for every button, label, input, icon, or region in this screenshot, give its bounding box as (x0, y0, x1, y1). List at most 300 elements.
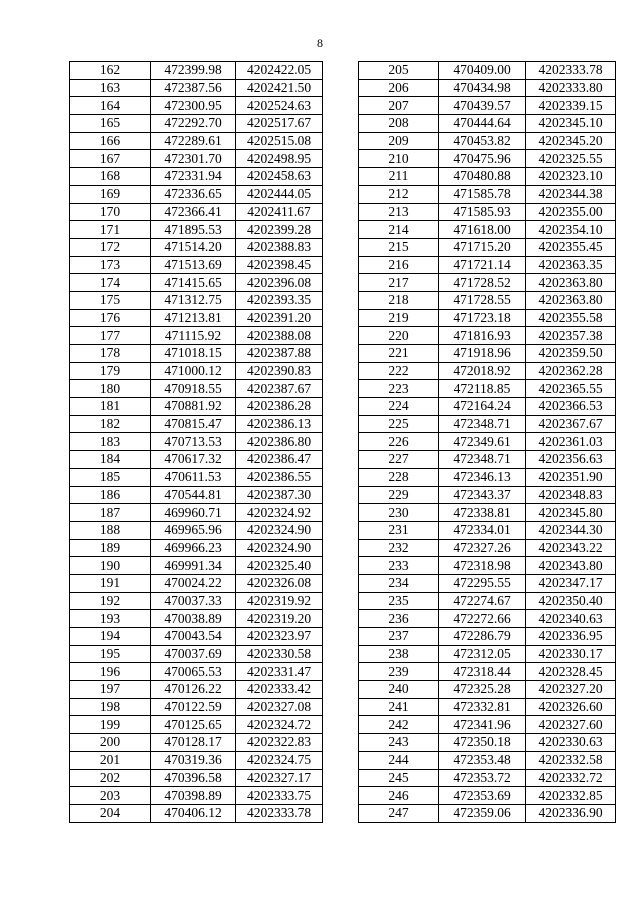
y-coordinate-cell: 4202367.67 (526, 415, 616, 433)
x-coordinate-cell: 472399.98 (151, 62, 236, 80)
table-row (70, 291, 323, 309)
y-coordinate-cell: 4202325.55 (526, 150, 616, 168)
y-coordinate-cell: 4202517.67 (236, 115, 323, 133)
table-row (70, 716, 323, 734)
table-row (359, 539, 616, 557)
point-number-cell: 217 (359, 274, 439, 292)
point-number-cell: 204 (70, 804, 151, 822)
x-coordinate-cell: 472353.48 (439, 751, 526, 769)
point-number-cell: 191 (70, 574, 151, 592)
point-number-cell: 182 (70, 415, 151, 433)
x-coordinate-cell: 472318.44 (439, 663, 526, 681)
x-coordinate-cell: 472286.79 (439, 628, 526, 646)
x-coordinate-cell: 472295.55 (439, 574, 526, 592)
x-coordinate-cell: 472300.95 (151, 97, 236, 115)
table-row (70, 451, 323, 469)
y-coordinate-cell: 4202351.90 (526, 468, 616, 486)
table-row (359, 592, 616, 610)
point-number-cell: 168 (70, 168, 151, 186)
x-coordinate-cell: 472336.65 (151, 185, 236, 203)
y-coordinate-cell: 4202326.60 (526, 698, 616, 716)
x-coordinate-cell: 471513.69 (151, 256, 236, 274)
table-row (359, 185, 616, 203)
x-coordinate-cell: 472353.69 (439, 787, 526, 805)
table-row (70, 574, 323, 592)
y-coordinate-cell: 4202515.08 (236, 132, 323, 150)
x-coordinate-cell: 470881.92 (151, 398, 236, 416)
y-coordinate-cell: 4202498.95 (236, 150, 323, 168)
x-coordinate-cell: 470480.88 (439, 168, 526, 186)
point-number-cell: 201 (70, 751, 151, 769)
table-row (359, 79, 616, 97)
table-row (70, 238, 323, 256)
y-coordinate-cell: 4202356.63 (526, 451, 616, 469)
table-row (359, 628, 616, 646)
y-coordinate-cell: 4202322.83 (236, 734, 323, 752)
x-coordinate-cell: 470024.22 (151, 574, 236, 592)
point-number-cell: 188 (70, 521, 151, 539)
point-number-cell: 203 (70, 787, 151, 805)
x-coordinate-cell: 472350.18 (439, 734, 526, 752)
x-coordinate-cell: 472292.70 (151, 115, 236, 133)
y-coordinate-cell: 4202363.80 (526, 291, 616, 309)
point-number-cell: 173 (70, 256, 151, 274)
table-row (70, 203, 323, 221)
table-row (70, 504, 323, 522)
y-coordinate-cell: 4202386.28 (236, 398, 323, 416)
table-row (359, 734, 616, 752)
y-coordinate-cell: 4202333.42 (236, 681, 323, 699)
y-coordinate-cell: 4202421.50 (236, 79, 323, 97)
table-row (359, 97, 616, 115)
point-number-cell: 211 (359, 168, 439, 186)
point-number-cell: 240 (359, 681, 439, 699)
y-coordinate-cell: 4202355.00 (526, 203, 616, 221)
y-coordinate-cell: 4202345.80 (526, 504, 616, 522)
y-coordinate-cell: 4202411.67 (236, 203, 323, 221)
y-coordinate-cell: 4202386.55 (236, 468, 323, 486)
point-number-cell: 230 (359, 504, 439, 522)
y-coordinate-cell: 4202324.90 (236, 521, 323, 539)
table-row (359, 610, 616, 628)
x-coordinate-cell: 471000.12 (151, 362, 236, 380)
point-number-cell: 192 (70, 592, 151, 610)
table-row (359, 451, 616, 469)
x-coordinate-cell: 471918.96 (439, 345, 526, 363)
y-coordinate-cell: 4202458.63 (236, 168, 323, 186)
x-coordinate-cell: 472018.92 (439, 362, 526, 380)
table-row (70, 380, 323, 398)
y-coordinate-cell: 4202344.30 (526, 521, 616, 539)
y-coordinate-cell: 4202330.58 (236, 645, 323, 663)
x-coordinate-cell: 469960.71 (151, 504, 236, 522)
x-coordinate-cell: 472118.85 (439, 380, 526, 398)
table-row (359, 433, 616, 451)
point-number-cell: 199 (70, 716, 151, 734)
x-coordinate-cell: 470544.81 (151, 486, 236, 504)
x-coordinate-cell: 470128.17 (151, 734, 236, 752)
point-number-cell: 162 (70, 62, 151, 80)
table-row (359, 168, 616, 186)
y-coordinate-cell: 4202524.63 (236, 97, 323, 115)
x-coordinate-cell: 472353.72 (439, 769, 526, 787)
y-coordinate-cell: 4202330.17 (526, 645, 616, 663)
table-row (359, 787, 616, 805)
x-coordinate-cell: 472325.28 (439, 681, 526, 699)
y-coordinate-cell: 4202319.20 (236, 610, 323, 628)
x-coordinate-cell: 472334.01 (439, 521, 526, 539)
y-coordinate-cell: 4202366.53 (526, 398, 616, 416)
x-coordinate-cell: 470439.57 (439, 97, 526, 115)
y-coordinate-cell: 4202332.72 (526, 769, 616, 787)
y-coordinate-cell: 4202398.45 (236, 256, 323, 274)
table-row (359, 309, 616, 327)
page-number: 8 (317, 36, 323, 50)
y-coordinate-cell: 4202339.15 (526, 97, 616, 115)
table-row (359, 291, 616, 309)
y-coordinate-cell: 4202328.45 (526, 663, 616, 681)
point-number-cell: 236 (359, 610, 439, 628)
table-row (70, 221, 323, 239)
x-coordinate-cell: 470065.53 (151, 663, 236, 681)
table-row (359, 521, 616, 539)
y-coordinate-cell: 4202340.63 (526, 610, 616, 628)
point-number-cell: 166 (70, 132, 151, 150)
table-row (359, 150, 616, 168)
table-row (70, 698, 323, 716)
y-coordinate-cell: 4202327.20 (526, 681, 616, 699)
point-number-cell: 202 (70, 769, 151, 787)
x-coordinate-cell: 470037.69 (151, 645, 236, 663)
point-number-cell: 197 (70, 681, 151, 699)
table-row (70, 539, 323, 557)
y-coordinate-cell: 4202333.78 (236, 804, 323, 822)
point-number-cell: 170 (70, 203, 151, 221)
x-coordinate-cell: 470398.89 (151, 787, 236, 805)
point-number-cell: 237 (359, 628, 439, 646)
y-coordinate-cell: 4202332.58 (526, 751, 616, 769)
point-number-cell: 222 (359, 362, 439, 380)
point-number-cell: 243 (359, 734, 439, 752)
y-coordinate-cell: 4202323.10 (526, 168, 616, 186)
point-number-cell: 208 (359, 115, 439, 133)
table-row (359, 468, 616, 486)
y-coordinate-cell: 4202324.92 (236, 504, 323, 522)
x-coordinate-cell: 472348.71 (439, 451, 526, 469)
y-coordinate-cell: 4202361.03 (526, 433, 616, 451)
y-coordinate-cell: 4202319.92 (236, 592, 323, 610)
point-number-cell: 190 (70, 557, 151, 575)
x-coordinate-cell: 470037.33 (151, 592, 236, 610)
point-number-cell: 198 (70, 698, 151, 716)
table-row (359, 203, 616, 221)
table-row (70, 150, 323, 168)
point-number-cell: 231 (359, 521, 439, 539)
y-coordinate-cell: 4202336.90 (526, 804, 616, 822)
point-number-cell: 175 (70, 291, 151, 309)
x-coordinate-cell: 471585.93 (439, 203, 526, 221)
y-coordinate-cell: 4202348.83 (526, 486, 616, 504)
y-coordinate-cell: 4202327.60 (526, 716, 616, 734)
table-row (359, 681, 616, 699)
y-coordinate-cell: 4202345.10 (526, 115, 616, 133)
table-row (359, 557, 616, 575)
point-number-cell: 189 (70, 539, 151, 557)
table-row (70, 132, 323, 150)
table-row (70, 168, 323, 186)
table-row (359, 62, 616, 80)
point-number-cell: 216 (359, 256, 439, 274)
point-number-cell: 241 (359, 698, 439, 716)
y-coordinate-cell: 4202323.97 (236, 628, 323, 646)
y-coordinate-cell: 4202357.38 (526, 327, 616, 345)
y-coordinate-cell: 4202336.95 (526, 628, 616, 646)
table-row (70, 433, 323, 451)
y-coordinate-cell: 4202422.05 (236, 62, 323, 80)
x-coordinate-cell: 471895.53 (151, 221, 236, 239)
x-coordinate-cell: 470617.32 (151, 451, 236, 469)
point-number-cell: 194 (70, 628, 151, 646)
point-number-cell: 218 (359, 291, 439, 309)
point-number-cell: 165 (70, 115, 151, 133)
x-coordinate-cell: 472338.81 (439, 504, 526, 522)
point-number-cell: 174 (70, 274, 151, 292)
point-number-cell: 234 (359, 574, 439, 592)
point-number-cell: 220 (359, 327, 439, 345)
y-coordinate-cell: 4202344.38 (526, 185, 616, 203)
y-coordinate-cell: 4202399.28 (236, 221, 323, 239)
table-row (70, 769, 323, 787)
x-coordinate-cell: 470043.54 (151, 628, 236, 646)
y-coordinate-cell: 4202363.80 (526, 274, 616, 292)
x-coordinate-cell: 470453.82 (439, 132, 526, 150)
x-coordinate-cell: 471415.65 (151, 274, 236, 292)
x-coordinate-cell: 470713.53 (151, 433, 236, 451)
point-number-cell: 247 (359, 804, 439, 822)
coordinates-table-left (69, 61, 323, 823)
point-number-cell: 239 (359, 663, 439, 681)
table-row (359, 645, 616, 663)
point-number-cell: 242 (359, 716, 439, 734)
x-coordinate-cell: 472318.98 (439, 557, 526, 575)
point-number-cell: 164 (70, 97, 151, 115)
y-coordinate-cell: 4202343.80 (526, 557, 616, 575)
y-coordinate-cell: 4202362.28 (526, 362, 616, 380)
table-row (70, 610, 323, 628)
table-row (359, 751, 616, 769)
point-number-cell: 244 (359, 751, 439, 769)
x-coordinate-cell: 471723.18 (439, 309, 526, 327)
point-number-cell: 181 (70, 398, 151, 416)
table-row (70, 398, 323, 416)
x-coordinate-cell: 470406.12 (151, 804, 236, 822)
table-row (70, 681, 323, 699)
table-row (359, 345, 616, 363)
x-coordinate-cell: 471728.55 (439, 291, 526, 309)
x-coordinate-cell: 470038.89 (151, 610, 236, 628)
point-number-cell: 178 (70, 345, 151, 363)
x-coordinate-cell: 472349.61 (439, 433, 526, 451)
x-coordinate-cell: 472327.26 (439, 539, 526, 557)
table-row (359, 327, 616, 345)
y-coordinate-cell: 4202396.08 (236, 274, 323, 292)
table-row (70, 309, 323, 327)
x-coordinate-cell: 472312.05 (439, 645, 526, 663)
y-coordinate-cell: 4202387.88 (236, 345, 323, 363)
point-number-cell: 196 (70, 663, 151, 681)
x-coordinate-cell: 470409.00 (439, 62, 526, 80)
point-number-cell: 207 (359, 97, 439, 115)
table-row (70, 274, 323, 292)
x-coordinate-cell: 472289.61 (151, 132, 236, 150)
table-row (70, 256, 323, 274)
point-number-cell: 214 (359, 221, 439, 239)
table-row (70, 345, 323, 363)
y-coordinate-cell: 4202388.08 (236, 327, 323, 345)
y-coordinate-cell: 4202331.47 (236, 663, 323, 681)
y-coordinate-cell: 4202333.78 (526, 62, 616, 80)
x-coordinate-cell: 471585.78 (439, 185, 526, 203)
y-coordinate-cell: 4202363.35 (526, 256, 616, 274)
x-coordinate-cell: 470122.59 (151, 698, 236, 716)
y-coordinate-cell: 4202324.75 (236, 751, 323, 769)
point-number-cell: 171 (70, 221, 151, 239)
x-coordinate-cell: 470444.64 (439, 115, 526, 133)
x-coordinate-cell: 471715.20 (439, 238, 526, 256)
table-row (359, 380, 616, 398)
table-row (359, 663, 616, 681)
y-coordinate-cell: 4202387.67 (236, 380, 323, 398)
point-number-cell: 167 (70, 150, 151, 168)
x-coordinate-cell: 470611.53 (151, 468, 236, 486)
x-coordinate-cell: 471816.93 (439, 327, 526, 345)
table-row (70, 97, 323, 115)
y-coordinate-cell: 4202333.80 (526, 79, 616, 97)
point-number-cell: 215 (359, 238, 439, 256)
point-number-cell: 213 (359, 203, 439, 221)
point-number-cell: 212 (359, 185, 439, 203)
point-number-cell: 226 (359, 433, 439, 451)
x-coordinate-cell: 471618.00 (439, 221, 526, 239)
point-number-cell: 246 (359, 787, 439, 805)
point-number-cell: 177 (70, 327, 151, 345)
table-row (70, 557, 323, 575)
x-coordinate-cell: 471312.75 (151, 291, 236, 309)
x-coordinate-cell: 471728.52 (439, 274, 526, 292)
point-number-cell: 228 (359, 468, 439, 486)
y-coordinate-cell: 4202324.90 (236, 539, 323, 557)
point-number-cell: 193 (70, 610, 151, 628)
x-coordinate-cell: 472366.41 (151, 203, 236, 221)
y-coordinate-cell: 4202386.13 (236, 415, 323, 433)
point-number-cell: 206 (359, 79, 439, 97)
x-coordinate-cell: 472387.56 (151, 79, 236, 97)
table-row (70, 486, 323, 504)
y-coordinate-cell: 4202343.22 (526, 539, 616, 557)
table-row (70, 751, 323, 769)
table-row (70, 592, 323, 610)
y-coordinate-cell: 4202354.10 (526, 221, 616, 239)
table-row (359, 716, 616, 734)
table-row (70, 115, 323, 133)
table-row (70, 645, 323, 663)
x-coordinate-cell: 470396.58 (151, 769, 236, 787)
y-coordinate-cell: 4202386.47 (236, 451, 323, 469)
point-number-cell: 219 (359, 309, 439, 327)
x-coordinate-cell: 470319.36 (151, 751, 236, 769)
table-row (359, 415, 616, 433)
x-coordinate-cell: 472348.71 (439, 415, 526, 433)
x-coordinate-cell: 469966.23 (151, 539, 236, 557)
point-number-cell: 179 (70, 362, 151, 380)
table-row (70, 628, 323, 646)
table-row (70, 362, 323, 380)
x-coordinate-cell: 472331.94 (151, 168, 236, 186)
point-number-cell: 180 (70, 380, 151, 398)
x-coordinate-cell: 472164.24 (439, 398, 526, 416)
point-number-cell: 184 (70, 451, 151, 469)
y-coordinate-cell: 4202324.72 (236, 716, 323, 734)
y-coordinate-cell: 4202386.80 (236, 433, 323, 451)
table-row (359, 504, 616, 522)
y-coordinate-cell: 4202388.83 (236, 238, 323, 256)
x-coordinate-cell: 469965.96 (151, 521, 236, 539)
point-number-cell: 223 (359, 380, 439, 398)
y-coordinate-cell: 4202355.58 (526, 309, 616, 327)
x-coordinate-cell: 470475.96 (439, 150, 526, 168)
point-number-cell: 209 (359, 132, 439, 150)
table-row (359, 398, 616, 416)
y-coordinate-cell: 4202365.55 (526, 380, 616, 398)
table-row (359, 698, 616, 716)
x-coordinate-cell: 469991.34 (151, 557, 236, 575)
point-number-cell: 183 (70, 433, 151, 451)
x-coordinate-cell: 470434.98 (439, 79, 526, 97)
point-number-cell: 187 (70, 504, 151, 522)
x-coordinate-cell: 472341.96 (439, 716, 526, 734)
table-row (359, 769, 616, 787)
point-number-cell: 172 (70, 238, 151, 256)
table-row (359, 221, 616, 239)
point-number-cell: 238 (359, 645, 439, 663)
table-row (359, 362, 616, 380)
x-coordinate-cell: 472272.66 (439, 610, 526, 628)
point-number-cell: 221 (359, 345, 439, 363)
y-coordinate-cell: 4202387.30 (236, 486, 323, 504)
point-number-cell: 210 (359, 150, 439, 168)
x-coordinate-cell: 470815.47 (151, 415, 236, 433)
point-number-cell: 224 (359, 398, 439, 416)
x-coordinate-cell: 471018.15 (151, 345, 236, 363)
x-coordinate-cell: 472343.37 (439, 486, 526, 504)
x-coordinate-cell: 471721.14 (439, 256, 526, 274)
table-row (70, 62, 323, 80)
table-row (359, 274, 616, 292)
y-coordinate-cell: 4202327.08 (236, 698, 323, 716)
y-coordinate-cell: 4202390.83 (236, 362, 323, 380)
point-number-cell: 195 (70, 645, 151, 663)
y-coordinate-cell: 4202345.20 (526, 132, 616, 150)
table-row (359, 115, 616, 133)
y-coordinate-cell: 4202333.75 (236, 787, 323, 805)
point-number-cell: 186 (70, 486, 151, 504)
x-coordinate-cell: 472274.67 (439, 592, 526, 610)
table-row (359, 238, 616, 256)
table-row (359, 804, 616, 822)
x-coordinate-cell: 472301.70 (151, 150, 236, 168)
point-number-cell: 225 (359, 415, 439, 433)
point-number-cell: 176 (70, 309, 151, 327)
